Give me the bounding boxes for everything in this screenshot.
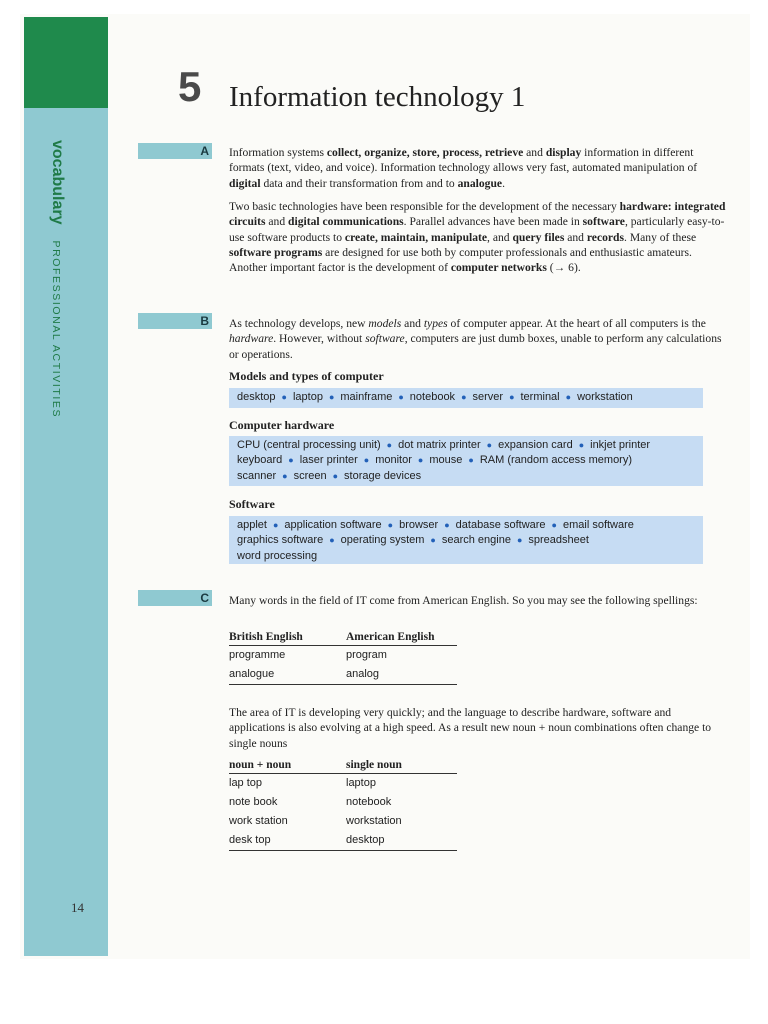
key-term: integrated circuits — [229, 200, 726, 229]
text-run: and — [401, 317, 424, 330]
vocab-term: applet — [237, 519, 267, 531]
bullet-icon: ● — [288, 455, 294, 466]
unit-number: 5 — [178, 63, 202, 110]
section-b-intro — [229, 316, 729, 362]
section-c-intro: Many words in the field of IT come from American English. So you may see the following spellings: — [229, 594, 698, 607]
bullet-icon: ● — [282, 470, 288, 481]
software-term-box — [229, 516, 703, 564]
text-run: of computer appear. At the heart of all computers is the — [447, 317, 706, 330]
text-run: information in different formats (text, video, and voice). Information technology allows very fast, automated manipulation of — [229, 146, 698, 175]
vocab-term: inkjet printer — [590, 439, 651, 451]
table-row — [229, 774, 457, 793]
spelling-col-british: British English — [229, 631, 303, 643]
term-line — [237, 453, 695, 468]
term-line — [237, 518, 695, 533]
section-a-label: A — [138, 143, 212, 159]
emphasis-text: hardware — [229, 332, 274, 346]
table-divider — [229, 684, 457, 685]
bullet-icon: ● — [486, 440, 493, 450]
bullet-icon: ● — [398, 392, 404, 402]
vocab-term: keyboard — [237, 454, 283, 467]
section-b-label: B — [138, 313, 212, 329]
text-run: . Parallel advances have been made in — [403, 215, 583, 229]
compound-table-header — [229, 759, 457, 774]
vocab-term: email software — [562, 519, 634, 531]
key-term: computer networks — [450, 261, 547, 275]
table-cell: note book — [229, 796, 278, 808]
spelling-col-american: American English — [346, 631, 435, 643]
vocab-term: spreadsheet — [528, 534, 589, 547]
bullet-icon: ● — [272, 520, 279, 530]
bullet-icon: ● — [281, 392, 287, 402]
emphasis-text: models — [368, 317, 402, 330]
key-term: software — [582, 215, 625, 229]
key-term: records — [586, 230, 625, 244]
vocab-term: database software — [455, 519, 546, 531]
term-line — [237, 390, 695, 405]
bullet-icon: ● — [509, 392, 515, 402]
bullet-icon: ● — [387, 520, 394, 530]
table-cell: analog — [346, 668, 380, 680]
text-run: and — [523, 146, 546, 159]
vocab-term: monitor — [375, 454, 412, 467]
bullet-icon: ● — [329, 535, 335, 546]
bullet-icon: ● — [363, 455, 370, 466]
table-row — [229, 793, 457, 812]
text-run: Information systems — [229, 146, 327, 159]
vocab-term: operating system — [340, 534, 425, 547]
table-cell: laptop — [346, 777, 376, 789]
models-heading: Models and types of computer — [229, 369, 384, 383]
key-term: software programs — [229, 245, 323, 259]
spelling-table-header — [229, 631, 457, 646]
vocab-term: expansion card — [498, 439, 573, 451]
text-run: data and their transformation from and to — [260, 176, 458, 190]
table-row — [229, 646, 457, 665]
table-cell: lap top — [229, 777, 263, 789]
term-line — [237, 549, 695, 564]
text-run: . However, without — [273, 332, 366, 346]
bullet-icon: ● — [461, 392, 467, 402]
vocab-term: laptop — [292, 391, 323, 403]
key-term: collect, organize, store, process, retrieve — [326, 146, 524, 159]
spelling-table — [229, 631, 457, 685]
bullet-icon: ● — [516, 535, 523, 546]
vocab-term: workstation — [577, 391, 633, 403]
bullet-icon: ● — [386, 440, 393, 450]
compound-col-single: single noun — [346, 759, 402, 771]
page-title: Information technology 1 — [229, 81, 526, 113]
sidebar-top-block — [24, 17, 108, 108]
vocab-term: scanner — [237, 469, 277, 482]
table-row — [229, 831, 457, 850]
text-run: . Many of these — [624, 230, 697, 244]
table-row — [229, 812, 457, 831]
table-divider — [229, 850, 457, 851]
vocab-term: laser printer — [299, 454, 358, 467]
vocab-term: RAM (random access memory) — [479, 454, 633, 467]
sidebar-title-sub: PROFESSIONAL ACTIVITIES — [50, 240, 62, 419]
bullet-icon: ● — [430, 535, 436, 546]
vocab-term: word processing — [237, 549, 318, 562]
text-run: , particularly easy-to-use software products to — [229, 215, 725, 244]
bullet-icon: ● — [332, 470, 339, 481]
key-term: query files — [512, 230, 565, 244]
text-run: . — [502, 176, 505, 190]
text-run: (→ 6). — [546, 261, 581, 275]
vocab-term: search engine — [441, 534, 511, 547]
section-a-paragraph-2 — [229, 199, 729, 275]
bullet-icon: ● — [565, 392, 572, 402]
table-cell: analogue — [229, 668, 275, 680]
vocab-term: dot matrix printer — [398, 439, 481, 451]
key-term: digital — [229, 176, 261, 190]
vocab-term: server — [472, 391, 504, 403]
compound-col-noun-noun: noun + noun — [229, 759, 292, 771]
table-row — [229, 665, 457, 684]
sidebar-strip — [24, 108, 108, 956]
table-cell: programme — [229, 649, 286, 661]
sidebar-title-main: vocabulary — [49, 140, 66, 225]
table-cell: program — [346, 649, 387, 661]
section-c-paragraph-2: The area of IT is developing very quickly; and the language to describe hardware, software and applications is also evolving at a high speed. As a result new noun + noun combinations often change to single nouns — [229, 706, 712, 750]
sidebar-title — [48, 140, 66, 418]
bullet-icon: ● — [417, 455, 424, 466]
section-a-paragraph-1 — [229, 145, 729, 191]
emphasis-text: software — [365, 332, 405, 346]
table-cell: notebook — [346, 796, 392, 808]
bullet-icon: ● — [468, 455, 474, 466]
table-cell: workstation — [346, 815, 402, 827]
vocab-term: mouse — [429, 454, 463, 467]
text-run: As technology develops, new — [229, 317, 369, 330]
emphasis-text: types — [423, 317, 448, 330]
vocab-term: screen — [293, 469, 327, 482]
table-cell: desktop — [346, 834, 385, 846]
bullet-icon: ● — [328, 392, 335, 402]
vocab-term: CPU (central processing unit) — [237, 439, 381, 451]
text-run: , and — [487, 230, 513, 244]
page-number: 14 — [71, 900, 84, 915]
bullet-icon: ● — [444, 520, 450, 530]
text-run: Two basic technologies have been responsible for the development of the necessary — [229, 200, 620, 213]
hardware-heading: Computer hardware — [229, 418, 335, 432]
table-cell: work station — [229, 815, 288, 827]
vocab-term: application software — [284, 519, 382, 531]
compound-table — [229, 759, 457, 851]
software-heading: Software — [229, 497, 275, 511]
bullet-icon: ● — [578, 440, 585, 450]
bullet-icon: ● — [551, 520, 557, 530]
key-term: create, maintain, manipulate — [344, 230, 488, 244]
table-cell: desk top — [229, 834, 271, 846]
vocab-term: terminal — [520, 391, 560, 403]
section-c-label: C — [138, 590, 212, 606]
vocab-term: browser — [399, 519, 439, 531]
term-line — [237, 533, 695, 548]
term-line — [237, 438, 695, 453]
hardware-term-box — [229, 436, 703, 486]
vocab-term: notebook — [409, 391, 456, 403]
key-term: hardware: — [619, 200, 672, 213]
term-line — [237, 469, 695, 484]
key-term: digital communications — [288, 215, 404, 229]
text-run: , computers are just dumb boxes, unable to perform any calculations or operations. — [229, 332, 722, 361]
vocab-term: storage devices — [344, 469, 422, 482]
vocab-term: graphics software — [237, 534, 324, 547]
models-term-box — [229, 388, 703, 408]
text-run: and — [265, 215, 289, 229]
key-term: analogue — [457, 176, 503, 190]
text-run: are designed for use both by computer professionals and enthusiastic amateurs. Another important factor is the development of — [229, 245, 692, 275]
key-term: display — [545, 146, 582, 159]
text-run: and — [564, 230, 587, 244]
vocab-term: mainframe — [340, 391, 393, 403]
vocab-term: desktop — [237, 391, 276, 403]
